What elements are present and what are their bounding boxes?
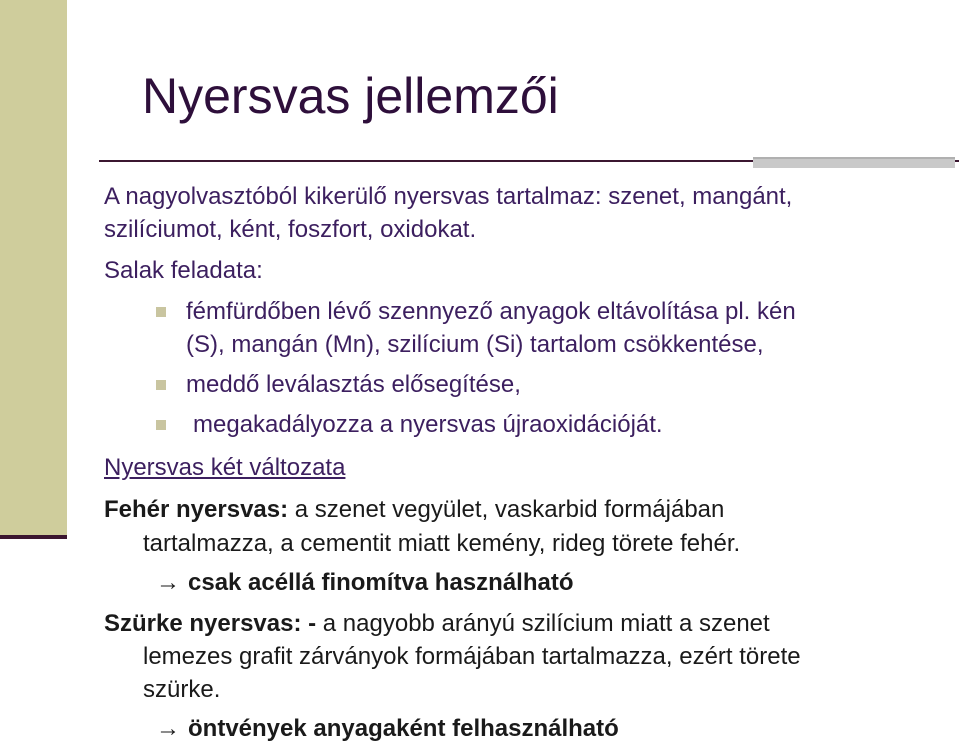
right-arrow-icon: →: [156, 569, 180, 596]
salak-heading: Salak feladata:: [104, 257, 263, 284]
gray-iron-conclusion: öntvények anyagaként felhasználható: [188, 715, 619, 742]
white-iron-text-1: a szenet vegyület, vaskarbid formájában: [294, 496, 725, 523]
square-bullet-icon: [156, 307, 166, 317]
title-rule-accent: [753, 157, 955, 168]
right-arrow-icon: →: [156, 715, 180, 742]
side-bar-divider: [0, 535, 67, 539]
gray-iron-label: Szürke nyersvas: -: [104, 610, 317, 637]
gray-iron-conclusion-line: [156, 712, 619, 745]
white-iron-line-2: tartalmazza, a cementit miatt kemény, rideg törete fehér.: [143, 530, 741, 557]
gray-iron-line-3: szürke.: [143, 676, 221, 703]
bullet-1-line-1: fémfürdőben lévő szennyező anyagok eltávolítása pl. kén: [186, 298, 796, 325]
slide-title: Nyersvas jellemzői: [142, 68, 559, 124]
bullet-2-text: meddő leválasztás elősegítése,: [186, 371, 521, 398]
square-bullet-icon: [156, 380, 166, 390]
gray-iron-text-1: a nagyobb arányú szilícium miatt a szenet: [322, 610, 770, 637]
white-iron-conclusion-line: [156, 566, 574, 599]
bullet-1-line-2: (S), mangán (Mn), szilícium (Si) tartalom csökkentése,: [186, 331, 764, 358]
white-iron-label: Fehér nyersvas:: [104, 496, 289, 523]
gray-iron-line-2: lemezes grafit zárványok formájában tartalmazza, ezért törete: [143, 643, 801, 670]
white-iron-conclusion: csak acéllá finomítva használható: [188, 569, 574, 596]
bullet-3-text: megakadályozza a nyersvas újraoxidációját.: [193, 411, 663, 438]
variants-heading: Nyersvas két változata: [104, 454, 346, 481]
white-iron-line-1: [104, 493, 724, 526]
gray-iron-line-1: [104, 607, 770, 640]
intro-line-2: szilíciumot, ként, foszfort, oxidokat.: [104, 216, 477, 243]
intro-line-1: A nagyolvasztóból kikerülő nyersvas tartalmaz: szenet, mangánt,: [104, 183, 793, 210]
square-bullet-icon: [156, 420, 166, 430]
decorative-side-bar: [0, 0, 67, 537]
